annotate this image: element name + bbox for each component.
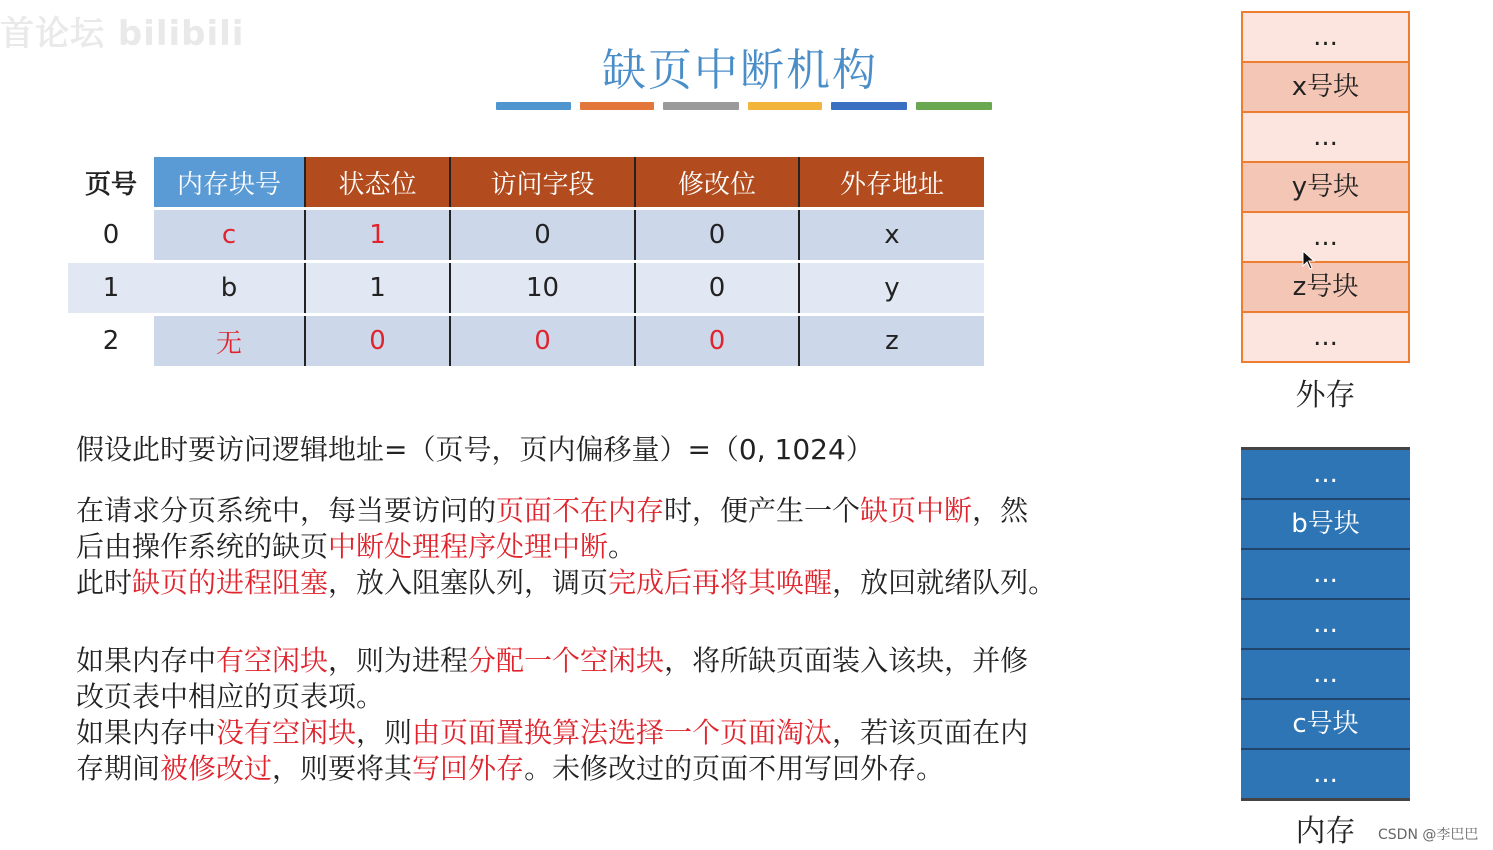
memory-block: ... [1241,600,1410,650]
table-cell: b [154,262,305,315]
table-cell: 0 [635,262,799,315]
mouse-pointer-icon [1302,250,1316,270]
text-line: 如果内存中有空闲块，则为进程分配一个空闲块，将所缺页面装入该块，并修 [76,644,1029,677]
table-cell: 0 [305,315,450,367]
table-cell: 0 [450,315,635,367]
table-row [68,315,984,367]
accent-bar-yellow [748,102,822,110]
free-block-explanation [76,643,1028,787]
text-line: 此时缺页的进程阻塞，放入阻塞队列，调页完成后再将其唤醒，放回就绪队列。 [76,566,1057,599]
text-line: 后由操作系统的缺页中断处理程序处理中断。 [76,530,637,563]
accent-bar-blue [496,102,571,110]
disk-block: ... [1243,13,1408,63]
disk-block: x号块 [1243,63,1408,113]
table-cell: 1 [305,262,450,315]
table-cell: z [799,315,984,367]
page-number-header: 页号 [68,157,154,209]
table-cell: 0 [450,209,635,262]
column-header: 修改位 [635,157,799,209]
table-cell: x [799,209,984,262]
table-cell: 无 [154,315,305,367]
source-credit: CSDN @李巴巴 [1378,827,1479,843]
table-cell: c [154,209,305,262]
text-line: 改页表中相应的页表项。 [76,680,385,713]
page-table-header [68,157,984,209]
column-header: 状态位 [305,157,450,209]
disk-block: ... [1243,113,1408,163]
external-storage-diagram [1241,11,1410,363]
page-number-cell: 0 [68,209,154,262]
memory-block: c号块 [1241,700,1410,750]
table-cell: 0 [635,315,799,367]
table-cell: 0 [635,209,799,262]
accent-bar-gray [663,102,739,110]
accent-bar-darkblue [831,102,907,110]
column-header: 内存块号 [154,157,305,209]
disk-block: y号块 [1243,163,1408,213]
memory-block: b号块 [1241,500,1410,550]
table-row [68,262,984,315]
table-row [68,209,984,262]
column-header: 外存地址 [799,157,984,209]
memory-diagram [1241,447,1410,801]
page-number-cell: 1 [68,262,154,315]
memory-block: ... [1241,550,1410,600]
text-line: 在请求分页系统中，每当要访问的页面不在内存时，便产生一个缺页中断，然 [76,494,1029,527]
text-line: 如果内存中没有空闲块，则由页面置换算法选择一个页面淘汰，若该页面在内 [76,716,1029,749]
accent-bar-orange [580,102,654,110]
text-line: 存期间被修改过，则要将其写回外存。未修改过的页面不用写回外存。 [76,752,945,785]
page-number-cell: 2 [68,315,154,367]
memory-block: ... [1241,750,1410,798]
logical-address-statement: 假设此时要访问逻辑地址=（页号，页内偏移量）=（0, 1024） [76,433,874,466]
page-fault-explanation [76,493,1056,601]
disk-block: ... [1243,213,1408,263]
external-storage-caption: 外存 [1295,378,1356,413]
table-cell: 10 [450,262,635,315]
memory-caption: 内存 [1295,814,1356,849]
disk-block: z号块 [1243,263,1408,313]
slide-title: 缺页中断机构 [602,45,878,96]
column-header: 访问字段 [450,157,635,209]
table-cell: y [799,262,984,315]
table-cell: 1 [305,209,450,262]
memory-block: ... [1241,650,1410,700]
disk-block: ... [1243,313,1408,361]
memory-block: ... [1241,450,1410,500]
accent-bar-green [916,102,992,110]
page-table [68,157,984,366]
video-watermark: 首论坛 bilibili [0,14,245,54]
